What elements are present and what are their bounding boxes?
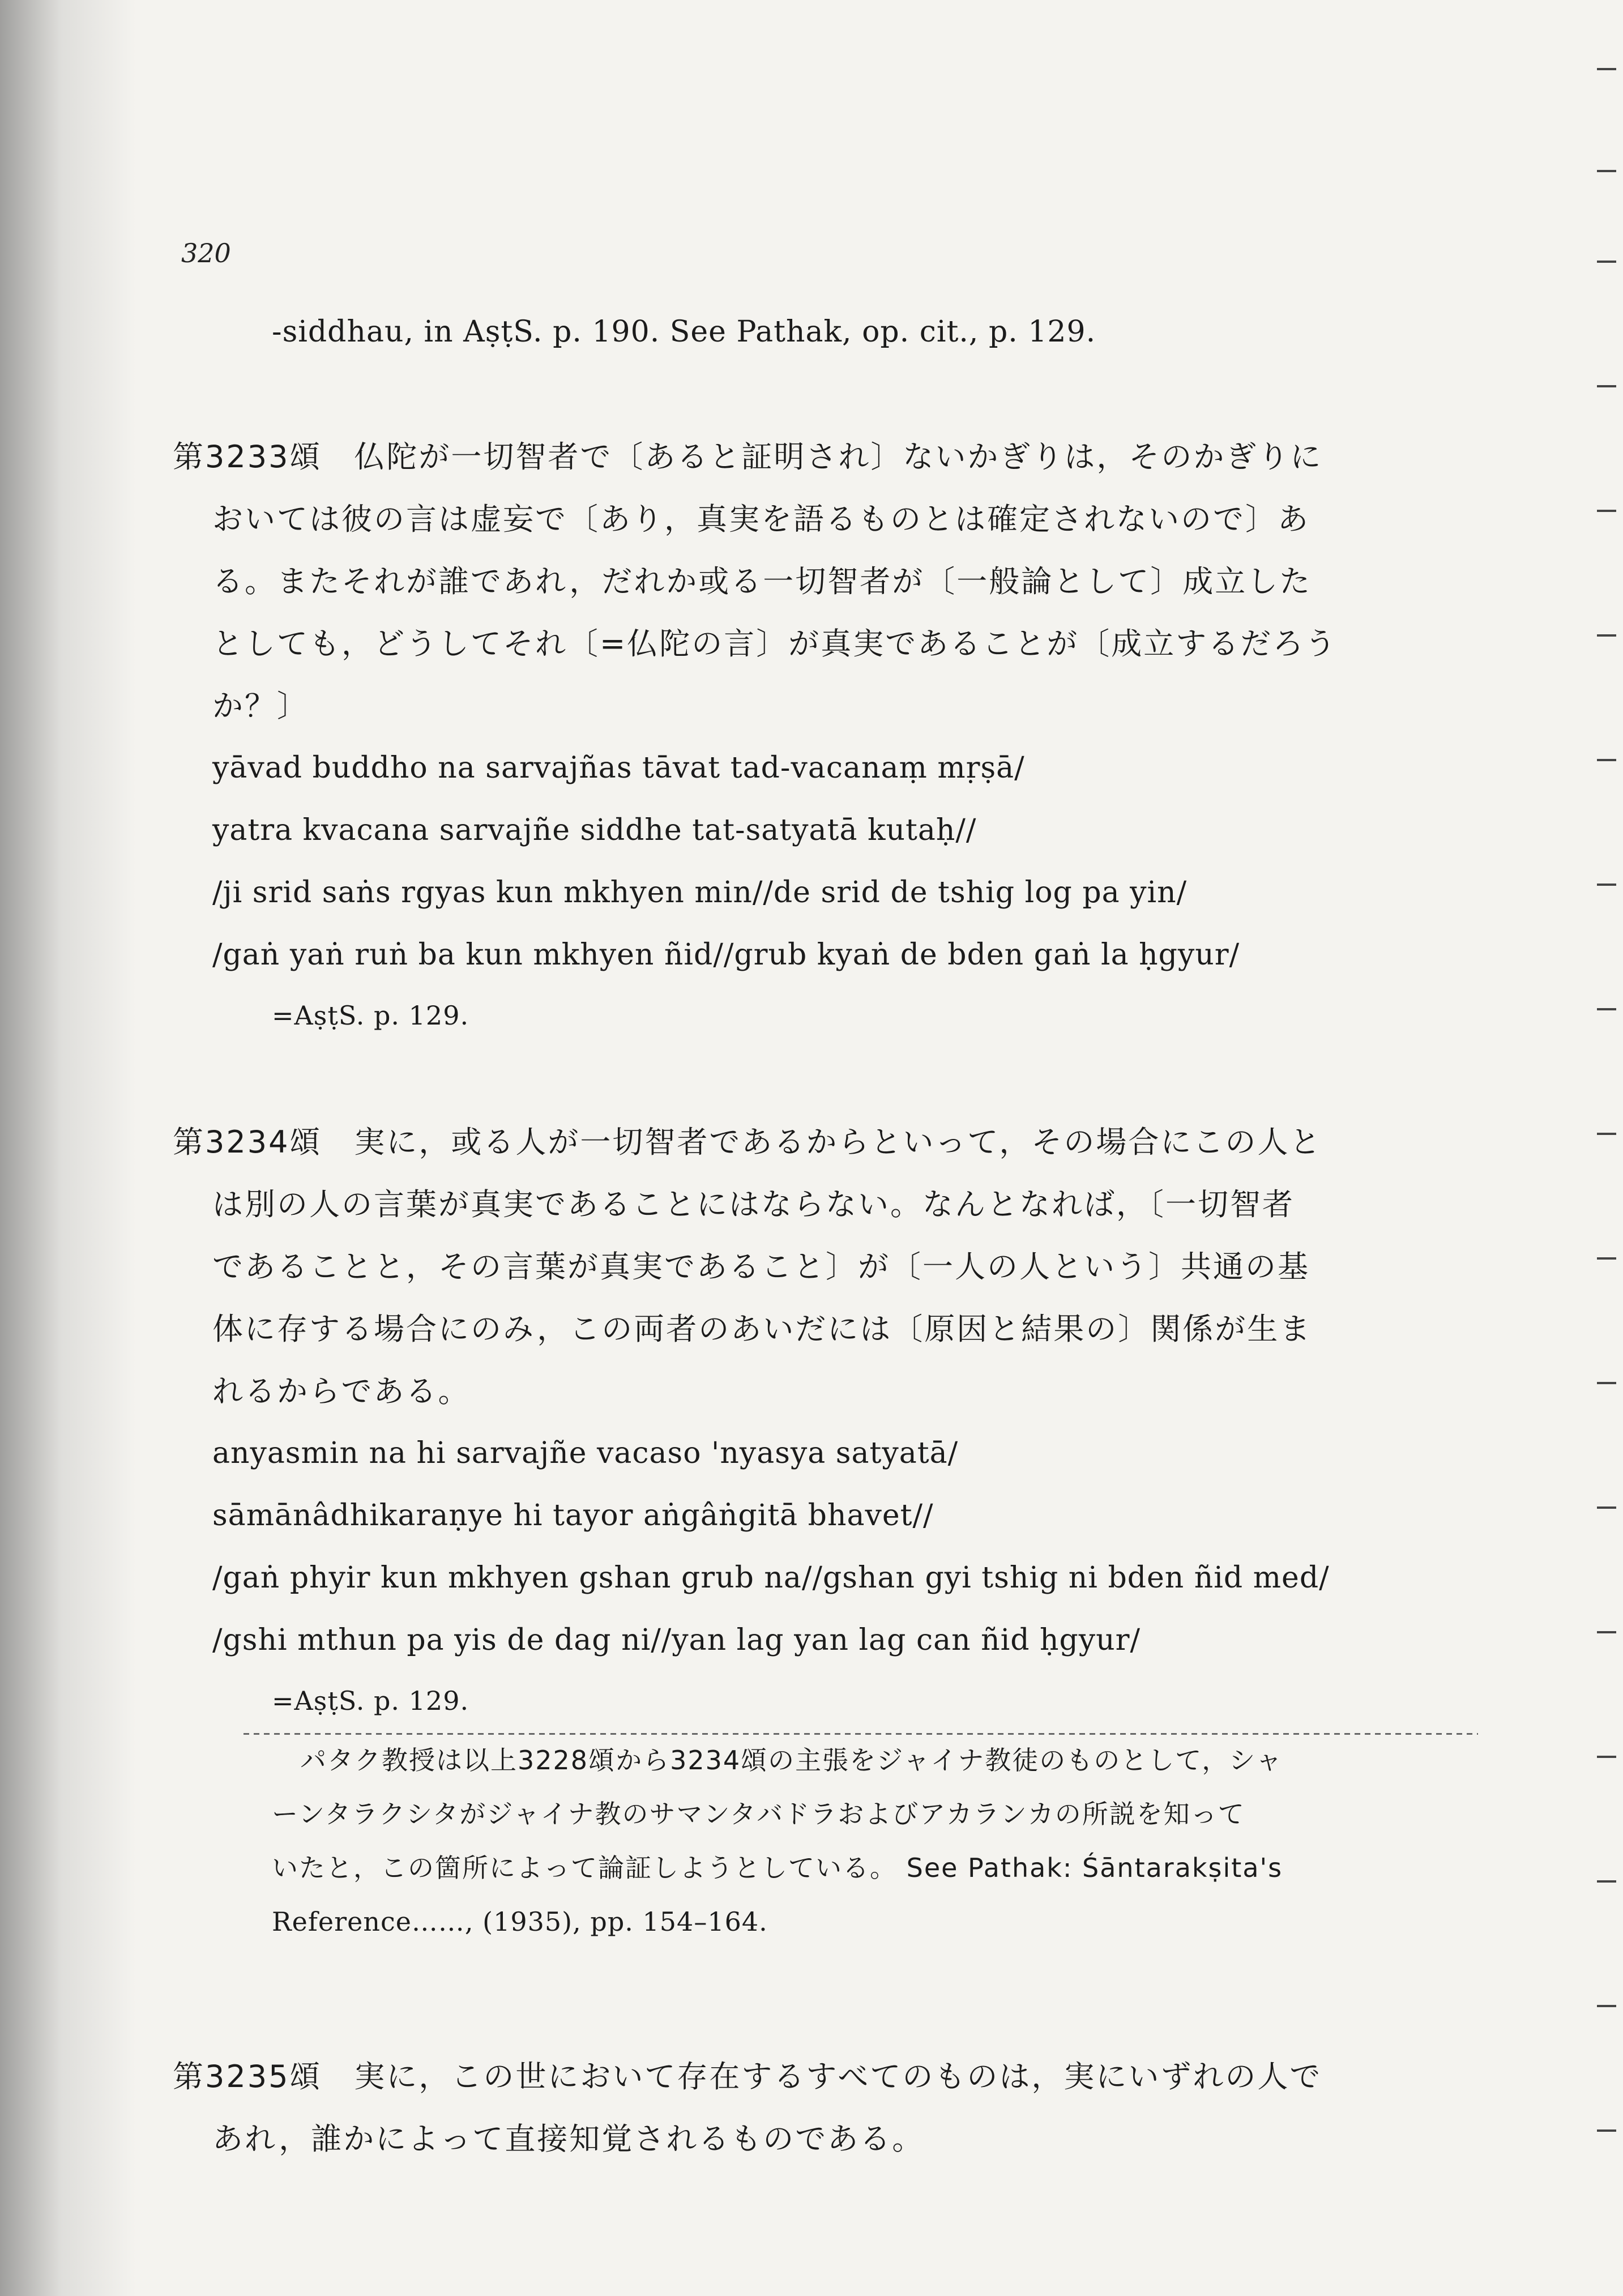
verse-3234-note-line-2: ーンタラクシタがジャイナ教のサマンタバドラおよびアカランカの所説を知って [272, 1799, 1245, 1829]
verse-3234-note-line-1: パタク教授は以上3228頌から3234頌の主張をジャイナ教徒のものとして，シャ [300, 1745, 1283, 1776]
verse-3233-line-1: 第3233頌 仏陀が一切智者で〔あると証明され〕ないかぎりは，そのかぎりに [173, 439, 1323, 475]
verse-3234-note-line-4: Reference……, (1935), pp. 154–164. [272, 1906, 768, 1937]
scan-margin-marks [1589, 0, 1623, 2296]
verse-3233-tibetan-2: /gaṅ yaṅ ruṅ ba kun mkhyen ñid//grub kyaṅ de bden gaṅ la ḥgyur/ [212, 938, 1240, 972]
verse-3234-line-3: であることと，その言葉が真実であること〕が〔一人の人という〕共通の基 [212, 1249, 1310, 1284]
verse-3234-line-2: は別の人の言葉が真実であることにはならない。なんとなれば，〔一切智者 [212, 1187, 1295, 1222]
verse-3233-line-5: か？〕 [212, 688, 309, 724]
verse-3234-note-line-3: いたと，この箇所によって論証しようとしている。 See Pathak: Śāntarakṣita's [272, 1853, 1283, 1883]
verse-3234-reference: =AṣṭS. p. 129. [272, 1685, 469, 1716]
verse-3233-line-4: としても，どうしてそれ〔=仏陀の言〕が真実であることが〔成立するだろう [212, 626, 1338, 662]
verse-3235-line-1: 第3235頌 実に，この世において存在するすべてのものは，実にいずれの人で [173, 2059, 1322, 2094]
verse-3235-line-2: あれ，誰かによって直接知覚されるものである。 [212, 2121, 925, 2157]
verse-3233-sanskrit-2: yatra kvacana sarvajñe siddhe tat-satyatā kutaḥ// [212, 813, 977, 847]
verse-3233-tibetan-1: /ji srid saṅs rgyas kun mkhyen min//de srid de tshig log pa yin/ [212, 876, 1188, 910]
verse-3234-line-4: 体に存する場合にのみ，この両者のあいだには〔原因と結果の〕関係が生ま [212, 1311, 1312, 1347]
verse-3233-line-2: おいては彼の言は虚妄で〔あり，真実を語るものとは確定されないので〕あ [212, 501, 1310, 537]
verse-3233-line-3: る。またそれが誰であれ，だれか或る一切智者が〔一般論として〕成立した [212, 564, 1312, 599]
top-reference-line: -siddhau, in AṣṭS. p. 190. See Pathak, op. cit., p. 129. [272, 315, 1096, 349]
note-divider [244, 1733, 1478, 1735]
verse-3234-sanskrit-2: sāmānâdhikaraṇye hi tayor aṅgâṅgitā bhavet// [212, 1499, 934, 1533]
verse-3233-sanskrit-1: yāvad buddho na sarvajñas tāvat tad-vacanaṃ mṛṣā/ [212, 751, 1025, 785]
verse-3234-line-5: れるからである。 [212, 1373, 471, 1409]
verse-3234-sanskrit-1: anyasmin na hi sarvajñe vacaso 'nyasya satyatā/ [212, 1436, 959, 1470]
verse-3234-line-1: 第3234頌 実に，或る人が一切智者であるからといって，その場合にこの人と [173, 1124, 1322, 1160]
verse-3234-tibetan-2: /gshi mthun pa yis de dag ni//yan lag yan lag can ñid ḥgyur/ [212, 1623, 1141, 1657]
page-number: 320 [181, 238, 231, 268]
scan-edge-shadow [0, 0, 136, 2296]
verse-3234-tibetan-1: /gaṅ phyir kun mkhyen gshan grub na//gshan gyi tshig ni bden ñid med/ [212, 1561, 1330, 1595]
verse-3233-reference: =AṣṭS. p. 129. [272, 1000, 469, 1031]
